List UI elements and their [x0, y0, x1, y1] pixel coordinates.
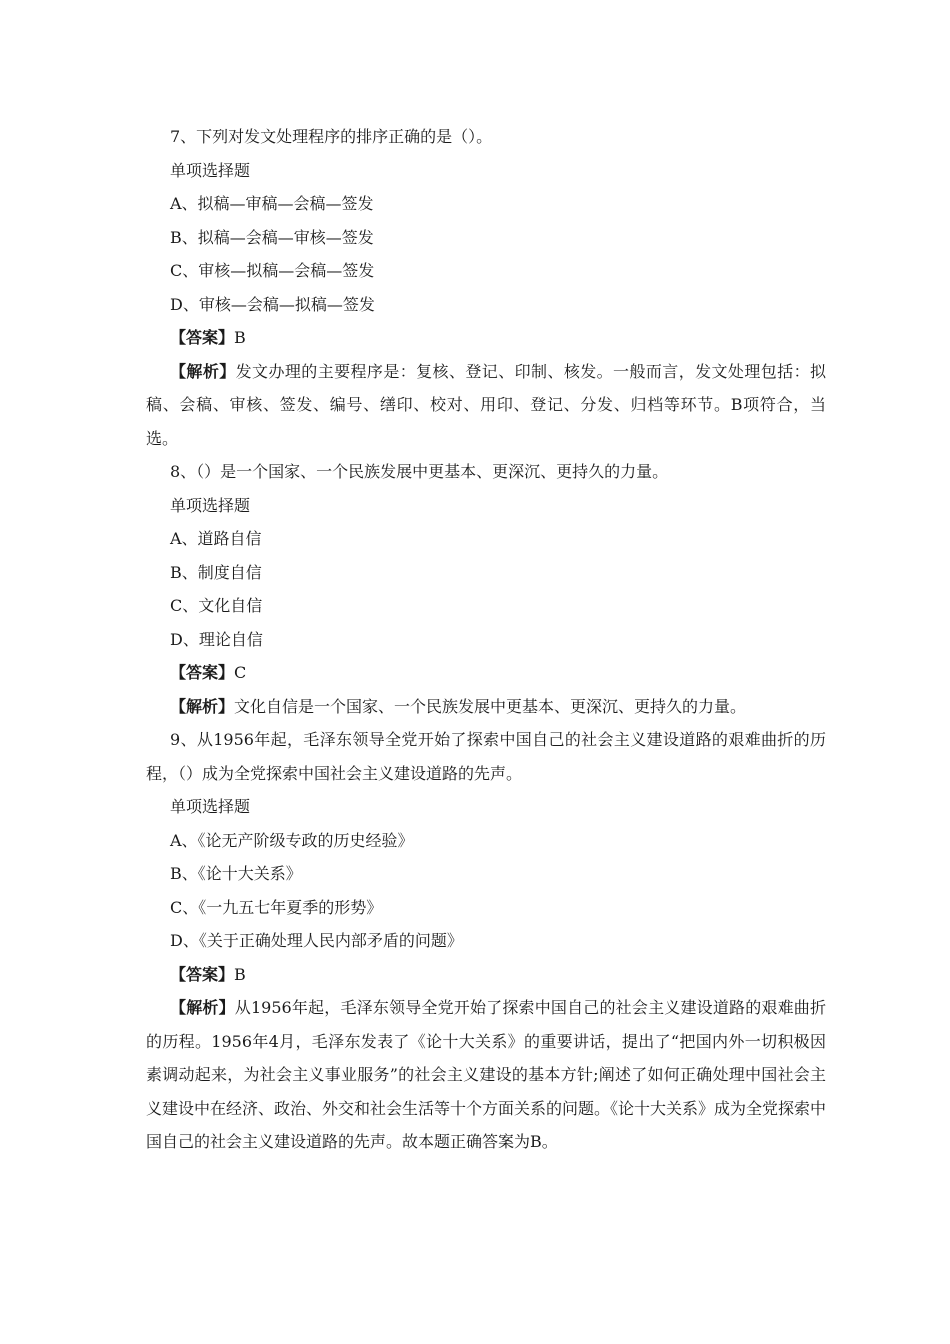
analysis-text: 从1956年起，毛泽东领导全党开始了探索中国自己的社会主义建设道路的艰难曲折的历程。1956年4月，毛泽东发表了《论十大关系》的重要讲话，提出了“把国内外一切积极因素调动起来，为社会主义事业服务”的社会主义建设的基本方针;阐述了如何正确处理中国社会主义建设中在经济、政治、外交和社会生活等十个方面关系的问题。《论十大关系》成为全党探索中国自己的社会主义建设道路的先声。故本题正确答案为B。	[146, 998, 827, 1151]
question-type: 单项选择题	[170, 160, 251, 180]
answer-value: B	[234, 328, 246, 347]
option-a: A、《论无产阶级专政的历史经验》	[170, 830, 414, 850]
answer-label: 【答案】	[170, 964, 235, 984]
option-a: A、道路自信	[170, 529, 262, 548]
analysis-text: 文化自信是一个国家、一个民族发展中更基本、更深沉、更持久的力量。	[234, 696, 747, 716]
option-b: B、《论十大关系》	[170, 864, 302, 883]
analysis-text: 发文办理的主要程序是：复核、登记、印制、核发。一般而言，发文处理包括：拟稿、会稿、审核、签发、编号、缮印、校对、用印、登记、分发、归档等环节。B项符合，当选。	[146, 361, 826, 448]
question-8	[146, 455, 826, 723]
question-stem: 8、（）是一个国家、一个民族发展中更基本、更深沉、更持久的力量。	[170, 462, 669, 481]
analysis	[146, 690, 826, 724]
option-c: C、文化自信	[170, 596, 263, 615]
question-type: 单项选择题	[170, 495, 251, 515]
option-d: D、《关于正确处理人民内部矛盾的问题》	[170, 931, 463, 950]
analysis	[146, 991, 826, 1159]
option-d: D、审核—会稿—拟稿—签发	[170, 294, 375, 314]
question-stem: 7、下列对发文处理程序的排序正确的是（）。	[170, 127, 493, 146]
option-d: D、理论自信	[170, 629, 263, 649]
answer-label: 【答案】	[170, 328, 235, 347]
analysis	[146, 355, 826, 456]
question-type: 单项选择题	[170, 797, 251, 816]
option-c: C、《一九五七年夏季的形势》	[170, 897, 383, 917]
option-b: B、制度自信	[170, 562, 262, 582]
question-stem: 9、从1956年起，毛泽东领导全党开始了探索中国自己的社会主义建设道路的艰难曲折的历程，（）成为全党探索中国社会主义建设道路的先声。	[146, 730, 826, 783]
question-7	[146, 120, 826, 455]
option-a: A、拟稿—审稿—会稿—签发	[170, 194, 374, 213]
answer	[146, 958, 826, 992]
answer	[146, 321, 826, 355]
analysis-label: 【解析】	[170, 998, 235, 1017]
option-b: B、拟稿—会稿—审核—签发	[170, 227, 374, 247]
answer-value: B	[234, 964, 246, 984]
option-c: C、审核—拟稿—会稿—签发	[170, 261, 375, 280]
analysis-label: 【解析】	[170, 361, 236, 381]
answer-value: C	[234, 663, 247, 682]
analysis-label: 【解析】	[170, 696, 235, 716]
question-list	[146, 120, 826, 1159]
question-9	[146, 723, 826, 1159]
answer	[146, 656, 826, 690]
answer-label: 【答案】	[170, 663, 235, 682]
